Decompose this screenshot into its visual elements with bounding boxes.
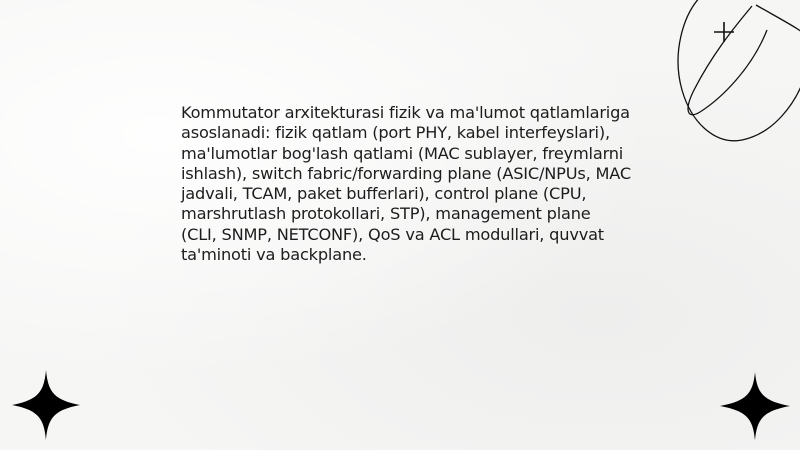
- four-point-star-icon: [720, 372, 790, 440]
- four-point-star-icon: [12, 370, 80, 440]
- body-text: Kommutator arxitekturasi fizik va ma'lumot qatlamlariga asoslanadi: fizik qatlam (port PHY, kabel interfeyslari), ma'lumotlar bog'lash qatlami (MAC sublayer, freymlarni ishlash), switch fabric/forwarding plane (ASIC/NPUs, MAC jadvali, TCAM, paket bufferlari), control plane (CPU, marshrutlash protokollari, STP), management plane (CLI, SNMP, NETCONF), QoS va ACL modullari, quvvat ta'minoti va backplane.: [181, 103, 631, 265]
- orbit-sparkle-icon: [672, 0, 800, 150]
